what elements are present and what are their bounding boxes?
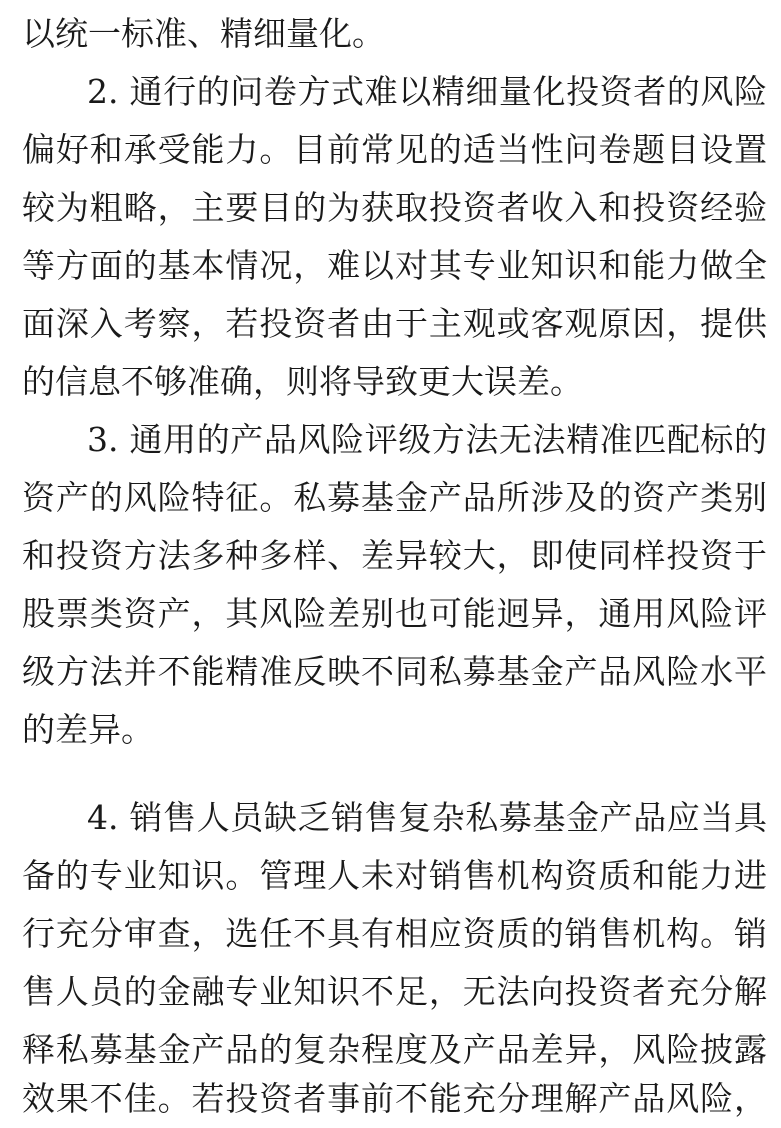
text-line: 的差异。 <box>22 710 154 749</box>
text-line: 释私募基金产品的复杂程度及产品差异，风险披露 <box>22 1030 767 1069</box>
text-line: 售人员的金融专业知识不足，无法向投资者充分解 <box>22 972 767 1011</box>
text-line: 级方法并不能精准反映不同私募基金产品风险水平 <box>22 652 767 691</box>
text-line: 等方面的基本情况，难以对其专业知识和能力做全 <box>22 246 767 285</box>
paragraph-4-first-line: 4. 销售人员缺乏销售复杂私募基金产品应当具 <box>87 798 767 837</box>
text-line: 偏好和承受能力。目前常见的适当性问卷题目设置 <box>22 130 767 169</box>
text-line: 效果不佳。若投资者事前不能充分理解产品风险， <box>22 1079 767 1118</box>
paragraph-3-first-line: 3. 通用的产品风险评级方法无法精准匹配标的 <box>87 420 767 459</box>
paragraph-2-first-line: 2. 通行的问卷方式难以精细量化投资者的风险 <box>87 72 767 111</box>
text-line: 面深入考察，若投资者由于主观或客观原因，提供 <box>22 304 767 343</box>
text-line: 行充分审查，选任不具有相应资质的销售机构。销 <box>22 914 767 953</box>
text-line: 资产的风险特征。私募基金产品所涉及的资产类别 <box>22 478 767 517</box>
text-line: 股票类资产，其风险差别也可能迥异，通用风险评 <box>22 594 767 633</box>
text-line: 较为粗略，主要目的为获取投资者收入和投资经验 <box>22 188 767 227</box>
text-line: 以统一标准、精细量化。 <box>22 14 385 53</box>
text-line: 和投资方法多种多样、差异较大，即使同样投资于 <box>22 536 767 575</box>
text-line: 备的专业知识。管理人未对销售机构资质和能力进 <box>22 856 767 895</box>
text-line: 的信息不够准确，则将导致更大误差。 <box>22 362 583 401</box>
